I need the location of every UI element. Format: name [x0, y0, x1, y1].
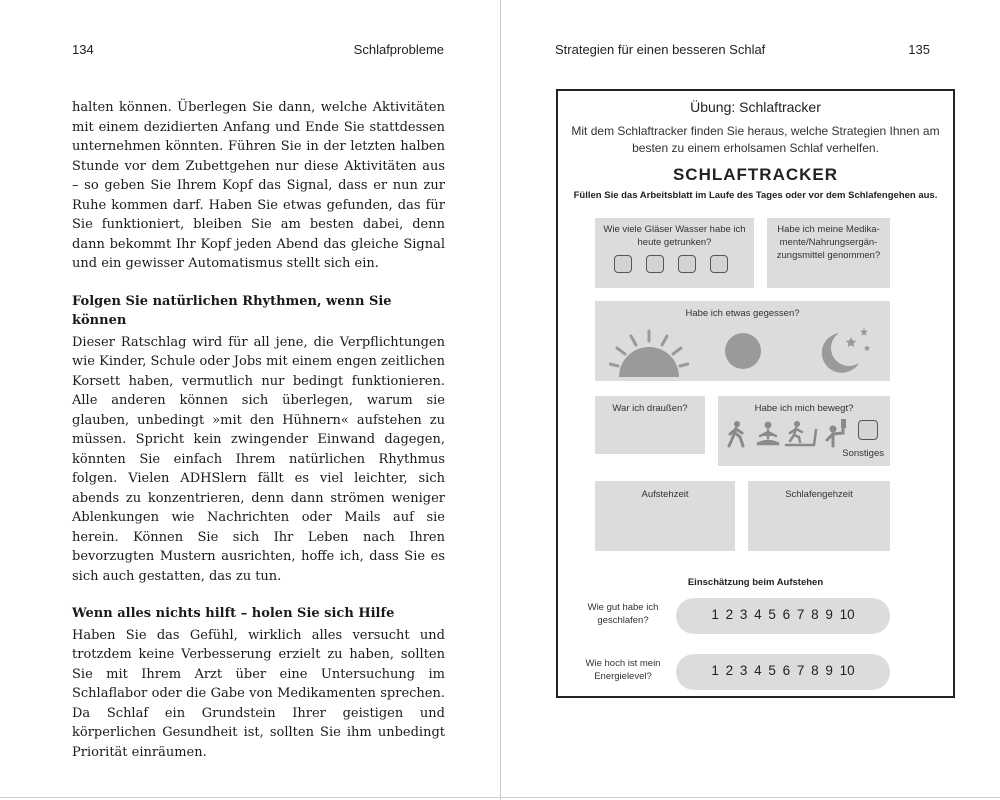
energy-scale-numbers: 1 2 3 4 5 6 7 8 9 10	[711, 663, 855, 678]
outside-card	[595, 396, 705, 454]
wake-time-label: Aufstehzeit	[641, 489, 689, 500]
outside-question: War ich draußen?	[612, 403, 688, 414]
right-page	[501, 0, 1000, 800]
medication-card	[767, 218, 890, 288]
tracker-heading: SCHLAFTRACKER	[672, 165, 839, 184]
meditation-icon[interactable]	[754, 420, 782, 448]
medication-question: Habe ich meine Medika- mente/Nahrungsergän- zungsmittel genommen?	[776, 224, 881, 261]
exercise-title: Übung: Schlaftracker	[690, 99, 821, 115]
wake-time-card[interactable]	[595, 481, 735, 551]
section2-heading: Wenn alles nichts hilft – holen Sie sich Hilfe	[72, 606, 395, 621]
sun-icon[interactable]	[721, 329, 765, 373]
sleep-quality-scale-numbers: 1 2 3 4 5 6 7 8 9 10	[711, 607, 855, 622]
treadmill-icon[interactable]	[784, 420, 818, 448]
sleep-quality-scale[interactable]	[676, 598, 890, 634]
moved-question: Habe ich mich bewegt?	[754, 403, 854, 414]
sleep-quality-question: Wie gut habe ich geschlafen?	[587, 602, 659, 626]
page-number-right: 135	[908, 42, 930, 57]
energy-scale[interactable]	[676, 654, 890, 690]
water-question: Wie viele Gläser Wasser habe ich heute getrunken?	[603, 224, 746, 248]
eaten-question: Habe ich etwas gegessen?	[685, 308, 800, 319]
water-glass-checkbox[interactable]	[710, 255, 728, 273]
running-title-right: Strategien für einen besseren Schlaf	[555, 42, 766, 57]
water-glass-checkbox[interactable]	[646, 255, 664, 273]
left-page-body	[72, 98, 445, 762]
water-glass-checkbox[interactable]	[678, 255, 696, 273]
bed-time-label: Schlafengehzeit	[785, 489, 853, 500]
section1-paragraph: Dieser Ratschlag wird für all jene, die Verpflichtungen wie Kinder, Schule oder Jobs mit einem engen zeitlichen Korsett haben, vermutlich nur bedingt funktionieren. Alle anderen können sich überlegen, warum sie glauben, unbedingt »mit den Hühnern« aufstehen zu müssen. Spricht kein zwingender Einwand dagegen, könnten Sie einfach Ihrem natürlichen Rhythmus folgen. Vielen ADHSlern fällt es viel leichter, sich abends zu konzentrieren, denn dann strömen weniger Ablenkungen wie Nachrichten oder Mails auf sie herein. Können Sie sich Ihr Leben nach Ihren bevorzugten Mustern ausrichten, hoffe ich, dass Sie es sich auch gestatten, das zu tun.	[72, 334, 445, 584]
section2-paragraph: Haben Sie das Gefühl, wirklich alles versucht und trotzdem keine Verbesserung erzielt zu haben, sollten Sie mit Ihrem Arzt über eine Untersuchung im Schlaflabor oder die Gabe von Medikamenten sprechen. Da Schlaf ein Grundstein Ihrer geistigen und körperlichen Gesundheit ist, sollten Sie ihm unbedingt Priorität einräumen.	[72, 627, 445, 760]
moved-card	[718, 396, 890, 466]
bed-time-card[interactable]	[748, 481, 890, 551]
exercise-intro: Mit dem Schlaftracker finden Sie heraus, welche Strategien Ihnen am besten zu einem erholsamen Schlaf verhelfen.	[571, 124, 940, 155]
weightlifting-icon[interactable]	[822, 418, 852, 448]
water-card	[595, 218, 754, 288]
energy-question: Wie hoch ist mein Energielevel?	[585, 658, 661, 682]
other-checkbox[interactable]	[858, 420, 878, 440]
assessment-heading: Einschätzung beim Aufstehen	[687, 577, 824, 588]
other-label: Sonstiges	[842, 448, 884, 459]
section1-heading: Folgen Sie natürlichen Rhythmen, wenn Sie können	[72, 293, 392, 328]
running-title-left: Schlafprobleme	[353, 42, 444, 57]
page-bottom-edge	[0, 797, 1000, 798]
walking-icon[interactable]	[726, 420, 748, 448]
eaten-card	[595, 301, 890, 381]
tracker-instruction: Füllen Sie das Arbeitsblatt im Laufe des Tages oder vor dem Schlafengehen aus.	[573, 190, 938, 201]
moon-icon[interactable]	[815, 323, 873, 375]
sunrise-icon[interactable]	[609, 329, 689, 379]
water-glass-checkbox[interactable]	[614, 255, 632, 273]
intro-paragraph: halten können. Überlegen Sie dann, welche Aktivitäten mit einem dezidierten Anfang und Ende Sie stattdessen unternehmen könnten. Führen Sie in der letzten halben Stunde vor dem Zubettgehen nur diese Aktivitäten aus – so geben Sie Ihrem Kopf das Signal, dass er nun zur Ruhe kommen darf. Haben Sie etwas gefunden, das für Sie funktioniert, bleiben Sie am besten dabei, denn dann bekommt Ihr Kopf jeden Abend das gleiche Signal und ein gewisser Automatismus stellt sich ein.	[72, 100, 445, 271]
exercise-box	[556, 89, 955, 698]
page-number-left: 134	[72, 42, 94, 57]
